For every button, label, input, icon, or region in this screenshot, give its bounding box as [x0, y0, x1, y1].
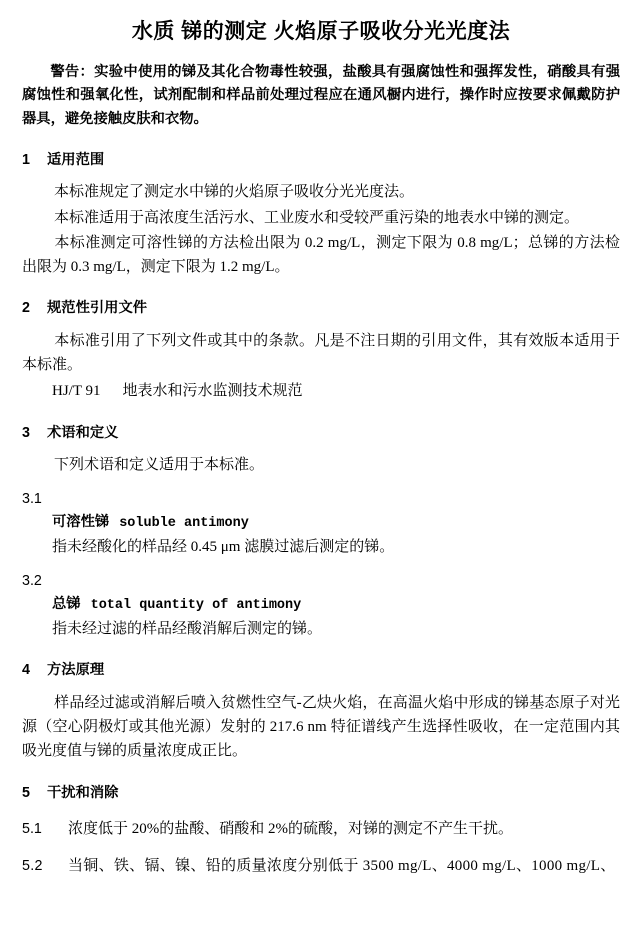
section-number-4: 4 — [22, 662, 30, 679]
section-heading-2 — [22, 298, 620, 319]
section-heading-5 — [22, 783, 620, 804]
term-definition-3-1: 指未经酸化的样品经 0.45 μm 滤膜过滤后测定的锑。 — [52, 539, 395, 556]
paragraph-text: 下列术语和定义适用于本标准。 — [54, 457, 265, 474]
term-english: total quantity of antimony — [90, 597, 302, 613]
term-entry-3-2 — [52, 594, 620, 616]
section-heading-1 — [22, 150, 620, 171]
section-3-paragraph-1 — [22, 453, 620, 477]
section-title-1: 适用范围 — [47, 151, 105, 168]
clause-text: 浓度低于 20%的盐酸、硝酸和 2%的硫酸，对锑的测定不产生干扰。 — [68, 821, 513, 838]
clause-5-1 — [22, 817, 620, 841]
clause-5-2 — [22, 854, 620, 878]
section-title-4: 方法原理 — [47, 662, 105, 679]
term-definition-3-2: 指未经过滤的样品经酸消解后测定的锑。 — [52, 621, 323, 638]
reference-name: 地表水和污水监测技术规范 — [122, 383, 303, 400]
term-english: soluble antimony — [119, 515, 249, 531]
section-heading-4 — [22, 660, 620, 681]
section-title-5: 干扰和消除 — [47, 784, 119, 801]
paragraph-text: 本标准适用于高浓度生活污水、工业废水和受较严重污染的地表水中锑的测定。 — [54, 209, 580, 226]
section-number-5: 5 — [22, 784, 30, 801]
section-number-2: 2 — [22, 300, 30, 317]
section-number-3: 3 — [22, 424, 30, 441]
section-2-paragraph-1 — [22, 329, 620, 378]
paragraph-text: 样品经过滤或消解后喷入贫燃性空气-乙炔火焰，在高温火焰中形成的锑基态原子对光源（空心阴极灯或其他光源）发射的 217.6 nm 特征谱线产生选择性吸收，在一定范围内其吸光度值与锑的质量浓度成正比。 — [22, 694, 620, 760]
section-1-paragraph-2 — [22, 206, 620, 230]
section-1-paragraph-1 — [22, 180, 620, 204]
warning-text: 实验中使用的锑及其化合物毒性较强，盐酸具有强腐蚀性和强挥发性，硝酸具有强腐蚀性和强氧化性，试剂配制和样品前处理过程应在通风橱内进行，操作时应按要求佩戴防护器具，避免接触皮肤和衣物。 — [22, 64, 621, 127]
section-title-3: 术语和定义 — [47, 424, 119, 441]
section-number-1: 1 — [22, 151, 30, 168]
section-heading-3 — [22, 423, 620, 444]
paragraph-text: 本标准规定了测定水中锑的火焰原子吸收分光光度法。 — [54, 184, 415, 201]
term-name: 可溶性锑 — [52, 513, 110, 530]
warning-label: 警告： — [50, 64, 95, 81]
paragraph-text: 本标准引用了下列文件或其中的条款。凡是不注日期的引用文件，其有效版本适用于本标准。 — [22, 332, 620, 374]
section-title-2: 规范性引用文件 — [47, 300, 148, 317]
term-number-3-2: 3.2 — [22, 573, 42, 590]
section-1-paragraph-3 — [22, 231, 620, 280]
section-4-paragraph-1 — [22, 691, 620, 764]
paragraph-text: 本标准测定可溶性锑的方法检出限为 0.2 mg/L，测定下限为 0.8 mg/L；总锑的方法检出限为 0.3 mg/L，测定下限为 1.2 mg/L。 — [22, 234, 620, 276]
warning-paragraph — [22, 61, 620, 130]
term-name: 总锑 — [52, 595, 81, 612]
term-number-3-1: 3.1 — [22, 491, 42, 508]
page-title: 水质 锑的测定 火焰原子吸收分光光度法 — [131, 20, 511, 43]
clause-number: 5.1 — [22, 821, 42, 838]
reference-code: HJ/T 91 — [52, 383, 101, 400]
clause-text: 当铜、铁、镉、镍、铅的质量浓度分别低于 3500 mg/L、4000 mg/L、1000 mg/L、 — [68, 858, 616, 875]
clause-number: 5.2 — [22, 858, 43, 875]
normative-reference-item — [52, 379, 620, 403]
term-entry-3-1 — [52, 512, 620, 534]
